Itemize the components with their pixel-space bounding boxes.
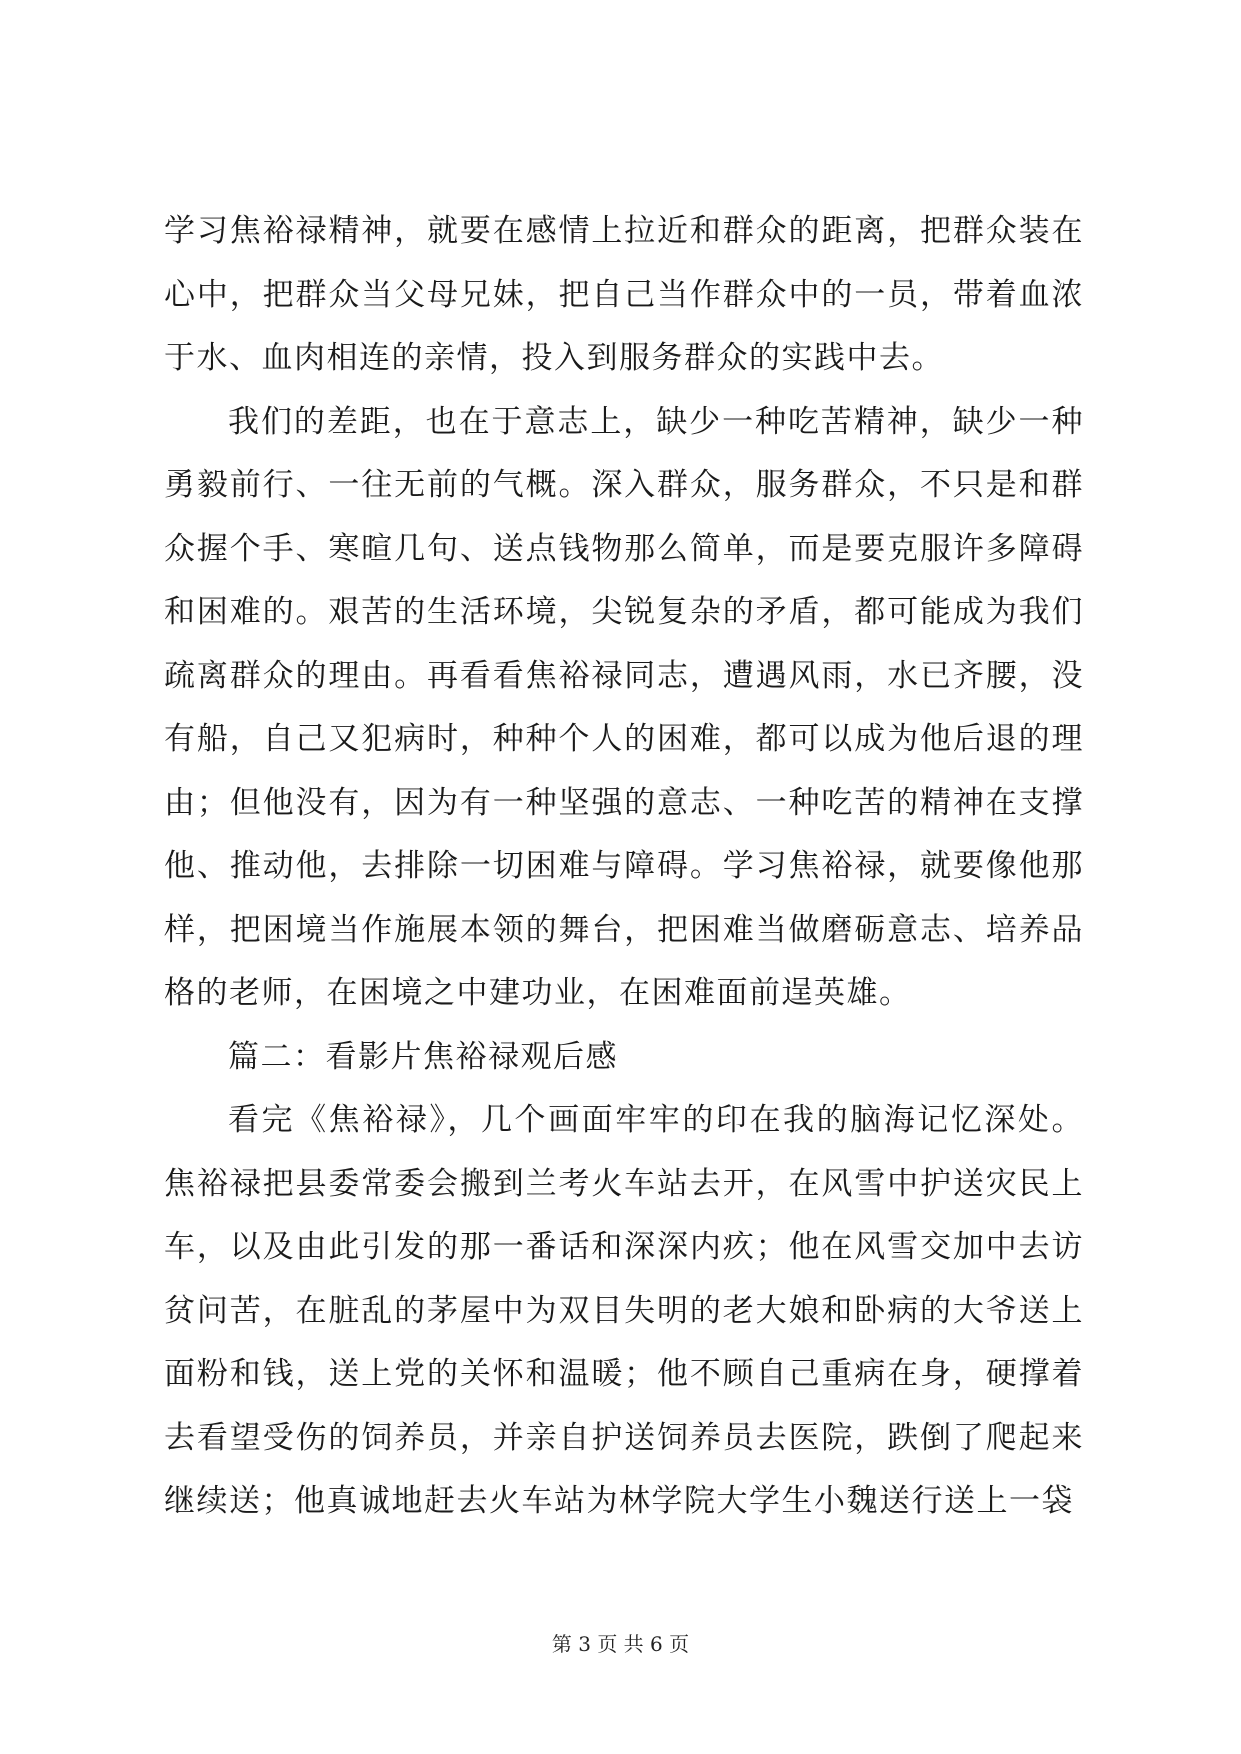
paragraph: 我们的差距，也在于意志上，缺少一种吃苦精神，缺少一种勇毅前行、一往无前的气概。深入群众，服务群众，不只是和群众握个手、寒暄几句、送点钱物那么简单，而是要克服许多障碍和困难的。艰苦的生活环境，尖锐复杂的矛盾，都可能成为我们疏离群众的理由。再看看焦裕禄同志，遭遇风雨，水已齐腰，没有船，自己又犯病时，种种个人的困难，都可以成为他后退的理由；但他没有，因为有一种坚强的意志、一种吃苦的精神在支撑他、推动他，去排除一切困难与障碍。学习焦裕禄，就要像他那样，把困境当作施展本领的舞台，把困难当做磨砺意志、培养品格的老师，在困境之中建功业，在困难面前逞英雄。 [164,403,1084,1011]
paragraph-continued: 学习焦裕禄精神，就要在感情上拉近和群众的距离，把群众装在心中，把群众当父母兄妹，把自己当作群众中的一员，带着血浓于水、血肉相连的亲情，投入到服务群众的实践中去。 [164,213,1084,376]
section-heading: 篇二：看影片焦裕禄观后感 [228,1038,618,1075]
paragraph: 看完《焦裕禄》，几个画面牢牢的印在我的脑海记忆深处。焦裕禄把县委常委会搬到兰考火车站去开，在风雪中护送灾民上车，以及由此引发的那一番话和深深内疚；他在风雪交加中去访贫问苦，在脏乱的茅屋中为双目失明的老大娘和卧病的大爷送上面粉和钱，送上党的关怀和温暖；他不顾自己重病在身，硬撑着去看望受伤的饲养员，并亲自护送饲养员去医院，跌倒了爬起来继续送；他真诚地赶去火车站为林学院大学生小魏送行送上一袋 [164,1102,1084,1519]
document-body [164,200,1084,1534]
page-footer: 第 3 页 共 6 页 [551,1632,690,1656]
